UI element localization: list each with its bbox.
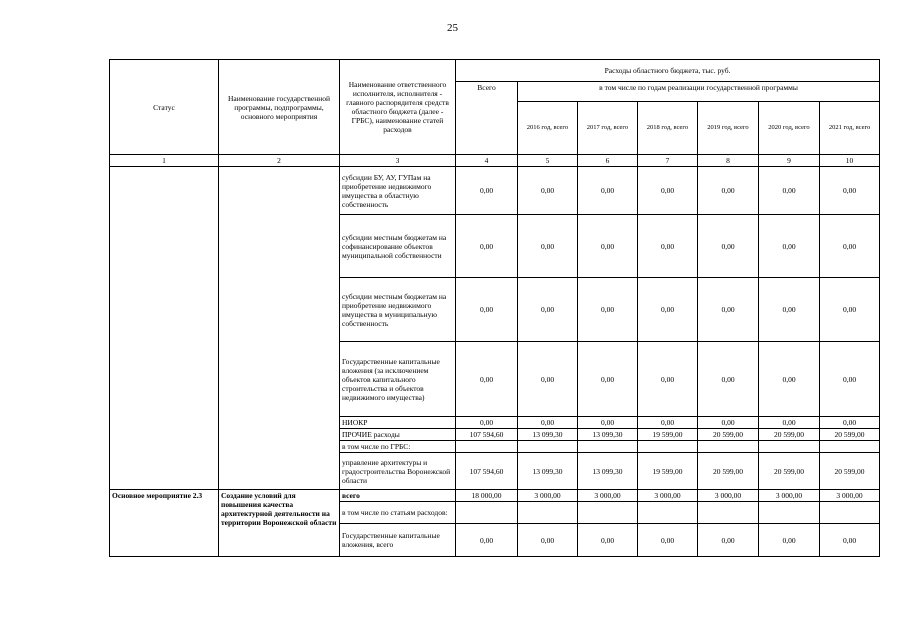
expense-label: Государственные капитальные вложения (за исключением объектов капитального строительства и объектов недвижимого имущества) [340,342,456,417]
year-value: 0,00 [820,342,880,417]
budget-table [109,59,880,557]
year-value: 3 000,00 [638,490,698,502]
header-budget: Расходы областного бюджета, тыс. руб. [456,60,880,82]
year-value: 0,00 [759,167,820,215]
year-value: 13 099,30 [578,429,638,441]
total-value: 0,00 [456,524,518,557]
header-year: 2020 год, всего [759,102,820,155]
year-value: 0,00 [638,215,698,278]
expense-label: в том числе по статьям расходов: [340,502,456,524]
year-value: 0,00 [698,417,759,429]
year-value: 20 599,00 [698,453,759,490]
expense-label: в том числе по ГРБС: [340,441,456,453]
year-value: 19 599,00 [638,453,698,490]
expense-label: субсидии местным бюджетам на софинансирование объектов муниципальной собственности [340,215,456,278]
year-value: 20 599,00 [698,429,759,441]
column-number: 6 [578,155,638,167]
total-value: 18 000,00 [456,490,518,502]
year-value: 0,00 [759,215,820,278]
expense-label: Государственные капитальные вложения, всего [340,524,456,557]
total-value: 0,00 [456,215,518,278]
expense-label: субсидии местным бюджетам на приобретение недвижимого имущества в муниципальную собственность [340,278,456,342]
year-value: 3 000,00 [698,490,759,502]
program-cell-empty [219,167,340,490]
header-year: 2021 год, всего [820,102,880,155]
header-status: Статус [110,60,219,155]
expense-label: управление архитектуры и градостроительства Воронежской области [340,453,456,490]
column-number: 10 [820,155,880,167]
year-value: 0,00 [518,342,578,417]
total-value: 107 594,60 [456,429,518,441]
year-value: 0,00 [578,167,638,215]
header-year: 2017 год, всего [578,102,638,155]
year-value: 0,00 [698,215,759,278]
column-number: 8 [698,155,759,167]
column-number: 9 [759,155,820,167]
year-value: 3 000,00 [518,490,578,502]
header-year: 2016 год, всего [518,102,578,155]
total-value: 0,00 [456,342,518,417]
year-value: 0,00 [638,417,698,429]
year-value: 0,00 [820,278,880,342]
year-value: 13 099,30 [518,453,578,490]
year-value: 0,00 [578,342,638,417]
year-value: 0,00 [820,215,880,278]
status-cell-empty [110,167,219,490]
expense-label: субсидии БУ, АУ, ГУПам на приобретение недвижимого имущества в областную собственность [340,167,456,215]
year-value: 0,00 [578,215,638,278]
year-value: 0,00 [518,167,578,215]
year-value: 0,00 [638,342,698,417]
year-value: 0,00 [578,278,638,342]
year-value: 0,00 [698,342,759,417]
year-value: 0,00 [759,342,820,417]
column-number: 5 [518,155,578,167]
activity-status: Основное мероприятие 2.3 [110,490,219,557]
year-value: 0,00 [638,524,698,557]
year-value: 0,00 [518,417,578,429]
year-value: 13 099,30 [518,429,578,441]
year-value: 20 599,00 [820,429,880,441]
header-year: 2018 год, всего [638,102,698,155]
year-value: 0,00 [820,167,880,215]
year-value: 0,00 [698,167,759,215]
header-executor: Наименование ответственного исполнителя, исполнителя - главного распорядителя средств областного бюджета (далее - ГРБС), наименование статей расходов [340,60,456,155]
column-number: 4 [456,155,518,167]
year-value: 20 599,00 [759,453,820,490]
expense-label: НИОКР [340,417,456,429]
year-value: 3 000,00 [820,490,880,502]
year-value: 0,00 [698,278,759,342]
year-value: 0,00 [638,278,698,342]
column-number: 7 [638,155,698,167]
expense-label: всего [340,490,456,502]
column-number: 3 [340,155,456,167]
year-value: 0,00 [518,278,578,342]
expense-label: ПРОЧИЕ расходы [340,429,456,441]
total-value: 0,00 [456,278,518,342]
year-value: 0,00 [578,524,638,557]
year-value: 19 599,00 [638,429,698,441]
year-value: 0,00 [698,524,759,557]
year-value: 20 599,00 [759,429,820,441]
year-value: 0,00 [518,524,578,557]
year-value: 0,00 [759,524,820,557]
header-year: 2019 год, всего [698,102,759,155]
header-by-years: в том числе по годам реализации государственной программы [518,82,880,102]
year-value: 13 099,30 [578,453,638,490]
year-value: 0,00 [820,524,880,557]
year-value: 3 000,00 [759,490,820,502]
year-value: 0,00 [638,167,698,215]
header-program-name: Наименование государственной программы, подпрограммы, основного мероприятия [219,60,340,155]
year-value: 3 000,00 [578,490,638,502]
column-number: 1 [110,155,219,167]
year-value: 0,00 [518,215,578,278]
activity-name: Создание условий для повышения качества архитектурной деятельности на территории Воронежской области [219,490,340,557]
year-value: 0,00 [759,278,820,342]
header-total: Всего [456,82,518,155]
year-value: 0,00 [578,417,638,429]
table-row [110,167,880,215]
column-number: 2 [219,155,340,167]
total-value: 0,00 [456,417,518,429]
total-value: 0,00 [456,167,518,215]
total-value: 107 594,60 [456,453,518,490]
page-number: 25 [447,22,458,34]
year-value: 0,00 [820,417,880,429]
year-value: 20 599,00 [820,453,880,490]
table-row [110,490,880,502]
year-value: 0,00 [759,417,820,429]
